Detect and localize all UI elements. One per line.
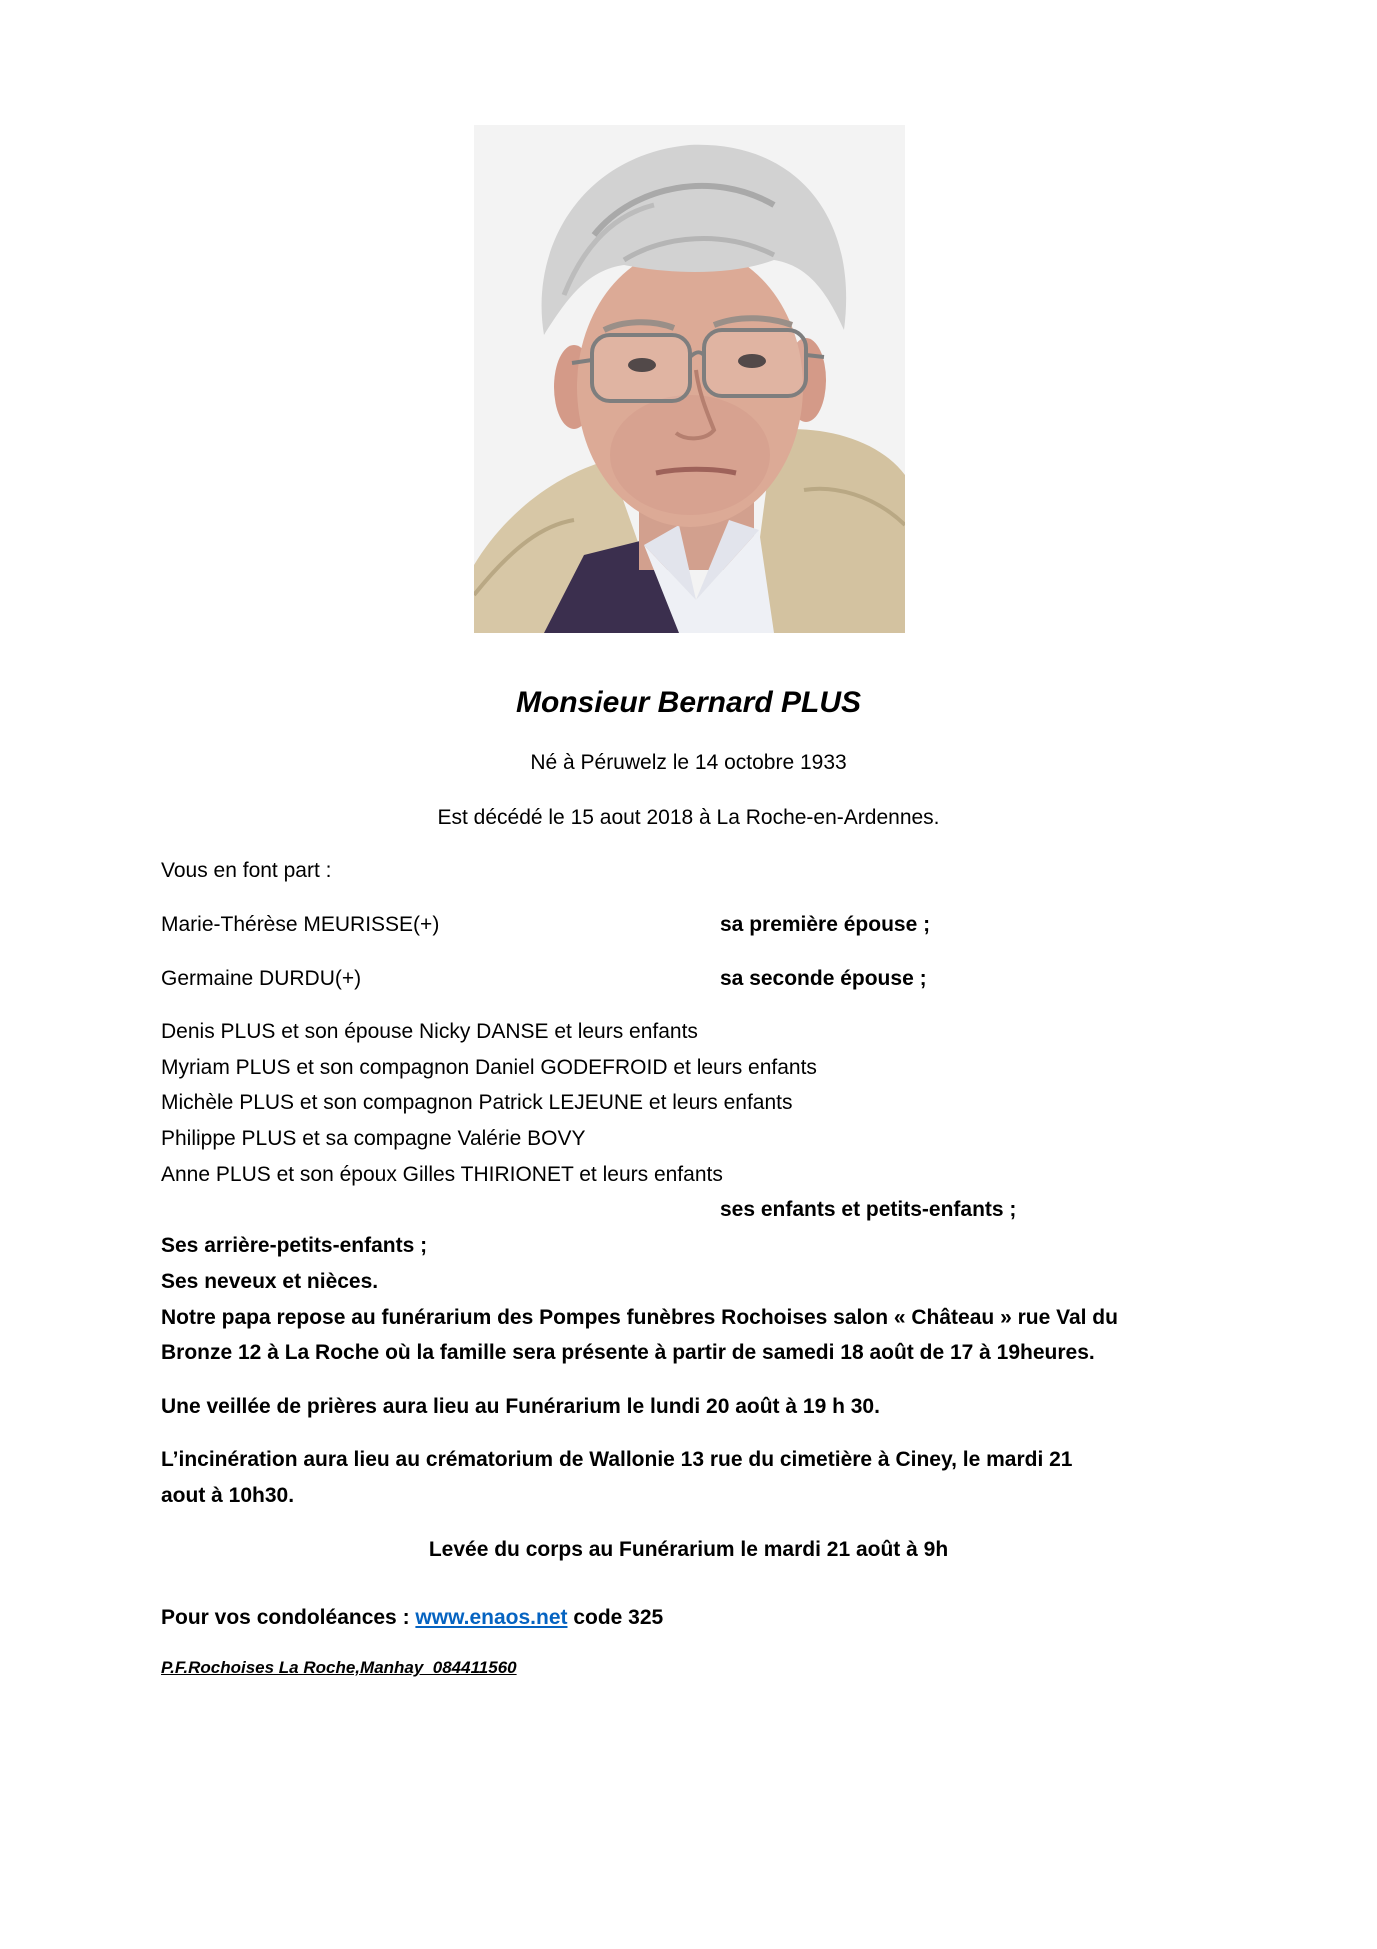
child-line: Myriam PLUS et son compagnon Daniel GODEFROID et leurs enfants [161,1055,817,1079]
family-list [161,1014,1311,1371]
condolences-code: code 325 [567,1606,664,1629]
funerarium-line: Bronze 12 à La Roche où la famille sera présente à partir de samedi 18 août de 17 à 19heures. [161,1341,1095,1365]
children-relation-row [161,1192,1311,1228]
portrait-photo [474,125,905,633]
vigil-line: Une veillée de prières aura lieu au Funérarium le lundi 20 août à 19 h 30. [161,1395,880,1418]
other-family-line: Ses arrière-petits-enfants ; [161,1234,428,1258]
levee-line: Levée du corps au Funérarium le mardi 21 août à 9h [428,1538,949,1561]
child-line: Anne PLUS et son époux Gilles THIRIONET et leurs enfants [161,1162,723,1186]
intro-line: Vous en font part : [161,859,332,882]
birth-line: Né à Péruwelz le 14 octobre 1933 [530,751,847,774]
spouse-relation: sa première épouse ; [720,913,931,936]
condolences-label: Pour vos condoléances : [161,1606,416,1629]
child-line: Michèle PLUS et son compagnon Patrick LEJEUNE et leurs enfants [161,1091,793,1115]
cremation-line: aout à 10h30. [161,1484,295,1507]
vigil-paragraph [161,1389,880,1425]
cremation-line: L’incinération aura lieu au crématorium de Wallonie 13 rue du cimetière à Ciney, le mardi 21 [161,1448,1073,1471]
funeral-home-footer: P.F.Rochoises La Roche,Manhay 084411560 [161,1658,517,1677]
spouse-relation: sa seconde épouse ; [720,967,927,990]
other-family-line: Ses neveux et nièces. [161,1269,379,1293]
condolences-line [161,1600,663,1636]
page-title: Monsieur Bernard PLUS [515,686,862,719]
funerarium-line: Notre papa repose au funérarium des Pompes funèbres Rochoises salon « Château » rue Val du [161,1305,1118,1329]
death-line: Est décédé le 15 aout 2018 à La Roche-en-Ardennes. [437,806,940,829]
child-line: Denis PLUS et son épouse Nicky DANSE et leurs enfants [161,1020,698,1043]
children-relation: ses enfants et petits-enfants ; [720,1198,1017,1222]
cremation-paragraph [161,1442,1072,1514]
child-line: Philippe PLUS et sa compagne Valérie BOVY [161,1127,586,1151]
condolences-link[interactable]: www.enaos.net [415,1606,568,1629]
spouse-name: Marie-Thérèse MEURISSE(+) [161,913,440,936]
spouse-name: Germaine DURDU(+) [161,967,362,990]
